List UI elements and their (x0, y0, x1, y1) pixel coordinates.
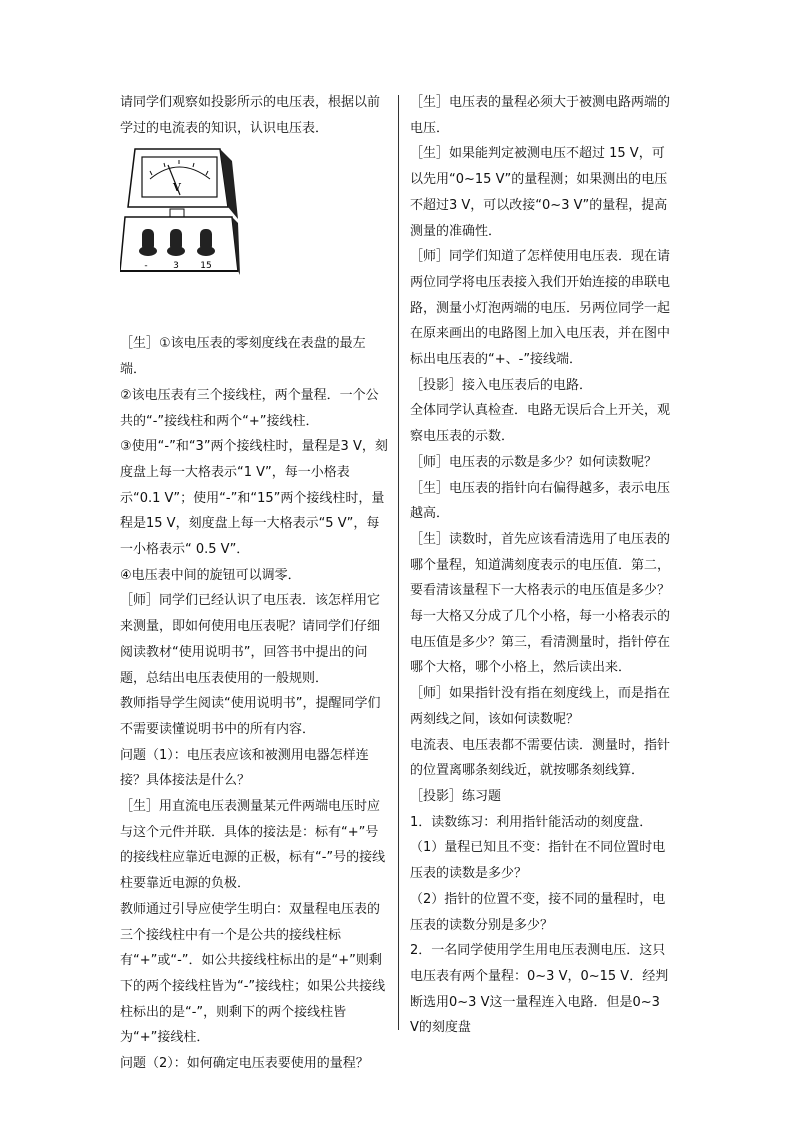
paragraph: ［生］如果能判定被测电压不超过 15 V，可以先用“0~15 V”的量程测；如果测出的电压不超过3 V，可以改接“0~3 V”的量程，提高测量的准确性． (410, 146, 668, 239)
column-divider (398, 95, 399, 1030)
left-column (120, 90, 388, 1077)
paragraph: ［生］①该电压表的零刻度线在表盘的最左端． (120, 336, 366, 378)
paragraph: （2）指针的位置不变，接不同的量程时，电压表的读数分别是多少？ (410, 891, 666, 933)
paragraph: ［师］电压表的示数是多少？如何读数呢？ (410, 454, 658, 470)
paragraph: 电流表、电压表都不需要估读．测量时，指针的位置离哪条刻线近，就按哪条刻线算． (410, 737, 671, 779)
paragraph: ［生］电压表的量程必须大于被测电路两端的电压． (410, 95, 671, 136)
paragraph: ［师］如果指针没有指在刻度线上，而是指在两刻线之间，该如何读数呢？ (410, 686, 671, 727)
terminal-label: 15 (200, 261, 212, 272)
paragraph: ［生］用直流电压表测量某元件两端电压时应与这个元件并联．具体的接法是：标有“+”号的接线柱应靠近电源的正极，标有“-”号的接线柱要靠近电源的负极． (120, 799, 386, 892)
paragraph: （1）量程已知且不变：指针在不同位置时电压表的读数是多少？ (410, 840, 666, 882)
paragraph: 教师指导学生阅读“使用说明书”，提醒同学们不需要读懂说明书中的所有内容． (120, 696, 381, 737)
voltmeter-drawing (120, 147, 240, 277)
paragraph: ［生］电压表的指针向右偏得越多，表示电压越高． (410, 480, 671, 522)
paragraph: 2．一名同学使用学生用电压表测电压．这只电压表有两个量程：0~3 V，0~15 V．经判断选用0~3 V这一量程连入电路．但是0~3 V的刻度盘 (410, 943, 669, 1036)
paragraph: 全体同学认真检查．电路无误后合上开关，观察电压表的示数． (410, 403, 671, 445)
terminal-label: - (144, 261, 148, 272)
paragraph: ②该电压表有三个接线柱，两个量程．一个公共的“-”接线柱和两个“+”接线柱． (120, 387, 379, 429)
paragraph: 1．读数练习：利用指针能活动的刻度盘． (410, 814, 653, 830)
paragraph: ③使用“-”和“3”两个接线柱时，量程是3 V，刻度盘上每一大格表示“1 V”，每一小格表示“0.1 V”；使用“-”和“15”两个接线柱时，量程是15 V，刻度盘上每一大格表示“5 V”，每一小格表示“ 0.5 V”． (120, 439, 388, 558)
right-column (410, 90, 672, 1041)
paragraph: 问题（1）：电压表应该和被测用电器怎样连接？具体接法是什么？ (120, 747, 369, 789)
voltmeter-figure (120, 141, 388, 331)
paragraph: ［生］读数时，首先应该看清选用了电压表的哪个量程，知道满刻度表示的电压值．第二，要看清该量程下一大格表示的电压值是多少？每一大格又分成了几个小格，每一小格表示的电压值是多少？第三，看清测量时，指针停在哪个大格，哪个小格上，然后读出来． (410, 531, 671, 676)
paragraph: ［投影］练习题 (410, 788, 502, 804)
paragraph: 教师通过引导应使学生明白：双量程电压表的三个接线柱中有一个是公共的接线柱标有“+”或“-”．如公共接线柱标出的是“+”则剩下的两个接线柱皆为“-”接线柱；如果公共接线柱标出的是“-”，则剩下的两个接线柱皆为“+”接线柱． (120, 901, 386, 1046)
terminal-label: 3 (173, 261, 179, 272)
paragraph: ［师］同学们已经认识了电压表．该怎样用它来测量，即如何使用电压表呢？请同学们仔细阅读教材“使用说明书”，回答书中提出的问题，总结出电压表使用的一般规则． (120, 593, 381, 686)
dial-symbol: V (173, 181, 181, 195)
paragraph: ［投影］接入电压表后的电路． (410, 377, 593, 393)
paragraph: ④电压表中间的旋钮可以调零． (120, 567, 301, 583)
paragraph: ［师］同学们知道了怎样使用电压表．现在请两位同学将电压表接入我们开始连接的串联电路，测量小灯泡两端的电压．另两位同学一起在原来画出的电路图上加入电压表，并在图中标出电压表的“+、-”接线端． (410, 249, 671, 368)
paragraph: 请同学们观察如投影所示的电压表，根据以前学过的电流表的知识，认识电压表． (120, 95, 381, 136)
paragraph: 问题（2）：如何确定电压表要使用的量程？ (120, 1056, 369, 1072)
